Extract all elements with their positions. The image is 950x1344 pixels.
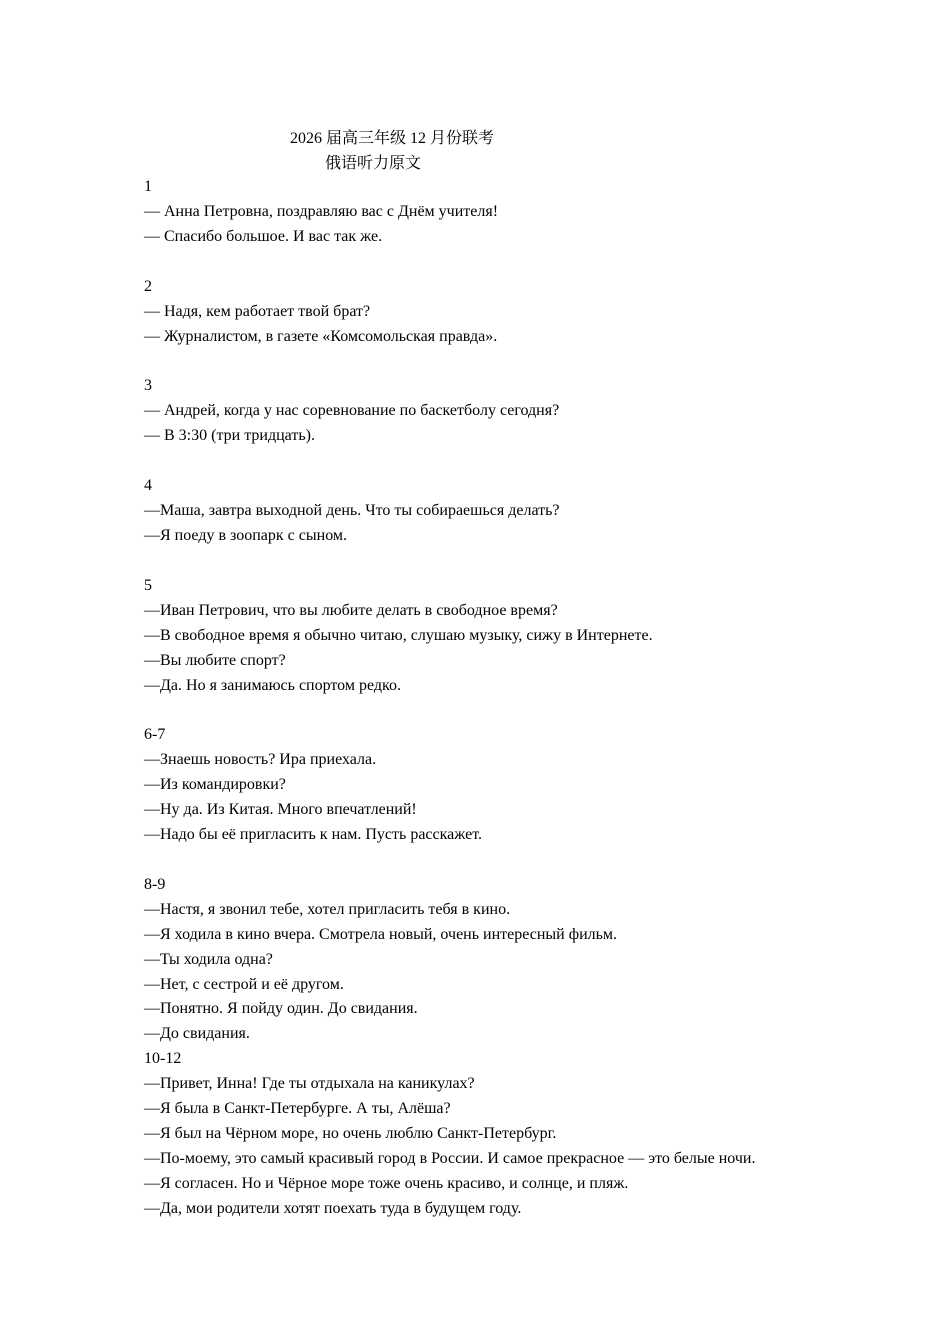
dialogue-line: —Я был на Чёрном море, но очень люблю Санкт-Петербург.	[144, 1125, 557, 1142]
dialogue-line: —Я ходила в кино вчера. Смотрела новый, очень интересный фильм.	[144, 925, 618, 943]
dialogue-line: — В 3:30 (три тридцать).	[144, 427, 315, 445]
dialogue-line: —Я поеду в зоопарк с сыном.	[144, 526, 348, 544]
dialogue-number: 3	[144, 377, 152, 395]
dialogue-line: —Ну да. Из Китая. Много впечатлений!	[144, 801, 417, 819]
dialogue-number: 10-12	[144, 1050, 182, 1068]
dialogue-line: — Андрей, когда у нас соревнование по баскетболу сегодня?	[144, 402, 560, 420]
dialogue-line: —По-моему, это самый красивый город в России. И самое прекрасное — это белые ночи.	[144, 1149, 756, 1167]
dialogue-line: —Иван Петрович, что вы любите делать в свободное время?	[144, 601, 558, 619]
dialogue-section	[144, 723, 864, 848]
dialogue-section	[144, 275, 864, 350]
document-subtitle: 俄语听力原文	[325, 155, 422, 172]
dialogue-number: 4	[144, 477, 152, 495]
dialogue-line: —Настя, я звонил тебе, хотел пригласить тебя в кино.	[144, 900, 511, 918]
dialogue-number: 1	[144, 178, 152, 195]
dialogue-line: —Я согласен. Но и Чёрное море тоже очень красиво, и солнце, и пляж.	[144, 1174, 629, 1192]
dialogue-section	[144, 1047, 864, 1221]
dialogue-line: —Маша, завтра выходной день. Что ты собираешься делать?	[144, 502, 560, 520]
dialogue-line: — Надя, кем работает твой брат?	[144, 302, 371, 320]
dialogue-line: —Надо бы её пригласить к нам. Пусть расскажет.	[144, 826, 482, 844]
dialogue-section	[144, 574, 864, 699]
document-header	[0, 126, 950, 176]
dialogue-section	[144, 873, 864, 1047]
dialogue-line: —Привет, Инна! Где ты отдыхала на каникулах?	[144, 1075, 475, 1093]
dialogue-line: —Ты ходила одна?	[144, 950, 273, 968]
dialogue-line: —Я была в Санкт-Петербурге. А ты, Алёша?	[144, 1100, 451, 1118]
dialogue-line: —Да, мои родители хотят поехать туда в будущем году.	[144, 1199, 522, 1217]
document-title: 2026 届高三年级 12 月份联考	[290, 130, 495, 147]
dialogue-section	[144, 374, 864, 449]
dialogue-line: —Знаешь новость? Ира приехала.	[144, 751, 377, 769]
dialogue-line: —В свободное время я обычно читаю, слушаю музыку, сижу в Интернете.	[144, 626, 653, 644]
dialogue-line: —Вы любите спорт?	[144, 651, 286, 669]
dialogue-section	[144, 175, 864, 250]
dialogue-number: 2	[144, 277, 152, 295]
transcript-body	[144, 175, 864, 1222]
dialogue-line: —До свидания.	[144, 1025, 250, 1043]
dialogue-line: —Нет, с сестрой и её другом.	[144, 975, 344, 993]
dialogue-number: 8-9	[144, 875, 166, 893]
dialogue-number: 6-7	[144, 726, 166, 744]
dialogue-line: — Анна Петровна, поздравляю вас с Днём учителя!	[144, 202, 499, 220]
dialogue-line: —Из командировки?	[144, 776, 286, 794]
dialogue-number: 5	[144, 576, 152, 594]
dialogue-line: — Журналистом, в газете «Комсомольская правда».	[144, 327, 498, 345]
dialogue-section	[144, 474, 864, 549]
dialogue-line: —Да. Но я занимаюсь спортом редко.	[144, 676, 401, 694]
dialogue-line: —Понятно. Я пойду один. До свидания.	[144, 1000, 418, 1018]
dialogue-line: — Спасибо большое. И вас так же.	[144, 227, 383, 245]
